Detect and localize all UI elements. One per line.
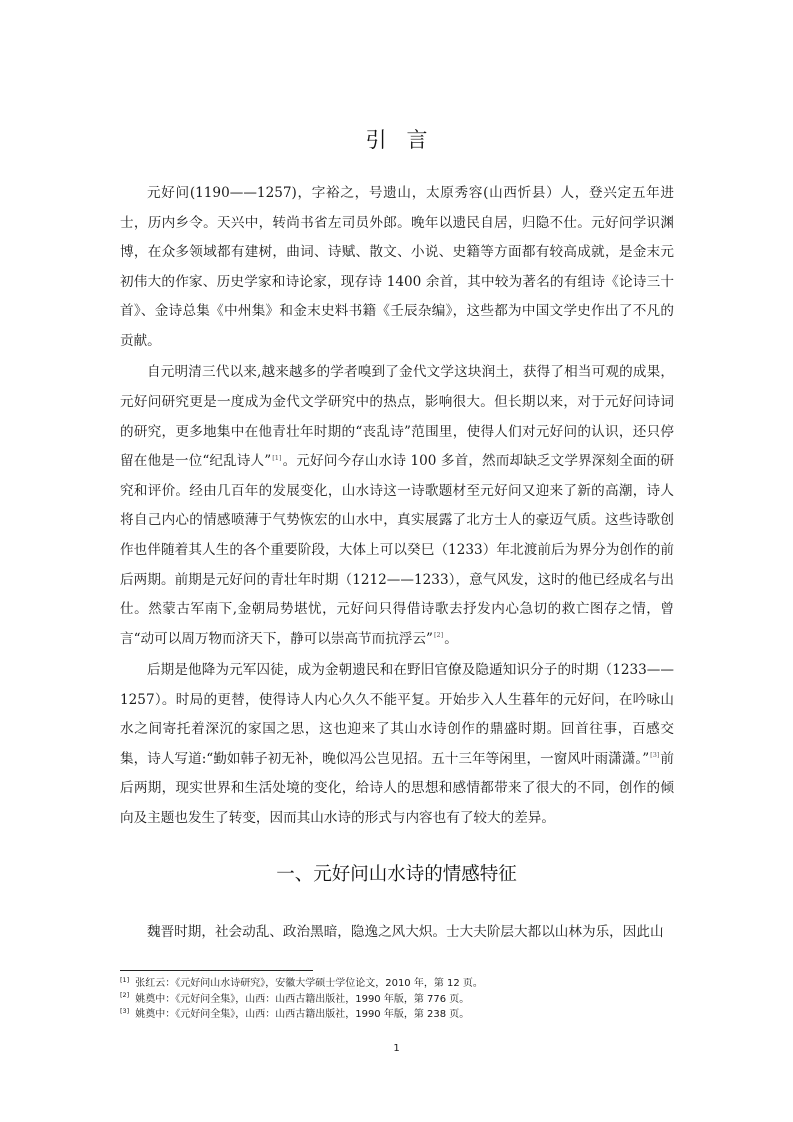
paragraph-text: 前后两期，现实世界和生活处境的变化，给诗人的思想和感情都带来了很大的不同，创作的倾向及主题也发生了转变，因而其山水诗的形式与内容也有了较大的差异。 bbox=[120, 750, 674, 827]
section-heading: 一、元好问山水诗的情感特征 bbox=[276, 864, 517, 885]
footnotes bbox=[120, 976, 680, 1023]
footnote-text: 张红云：《元好问山水诗研究》，安徽大学硕士学位论文，2010 年，第 12 页。 bbox=[135, 978, 483, 989]
paragraph-text: 。元好问今存山水诗 100 多首，然而却缺乏文学界深刻全面的研究和评价。经由几百年的发展变化，山水诗这一诗歌题材至元好问又迎来了新的高潮，诗人将自己内心的情感喷薄于气势恢宏的山水中，真实展露了北方士人的豪迈气质。这些诗歌创作也伴随着其人生的各个重要阶段，大体上可以癸巳（1233）年北渡前后为界分为创作的前后两期。前期是元好问的青壮年时期（1212——1233），意气风发，这时的他已经成名与出仕。然蒙古军南下,金朝局势堪忧，元好问只得借诗歌去抒发内心急切的救亡图存之情，曾言“动可以周万物而济天下，静可以崇高节而抗浮云” bbox=[120, 453, 674, 647]
paragraph-text: 后期是他降为元军囚徒，成为金朝遗民和在野旧官僚及隐遁知识分子的时期（1233——1257）。时局的更替，使得诗人内心久久不能平复。开始步入人生暮年的元好问，在吟咏山水之间寄托着深沉的家国之思，这也迎来了其山水诗创作的鼎盛时期。回首往事，百感交集，诗人写道:“勤如韩子初无补，晚似冯公岂见招。五十三年等闲里，一窗风叶雨潇潇。” bbox=[120, 662, 674, 767]
footnote-3 bbox=[120, 1007, 680, 1023]
footnote-mark: [1] bbox=[120, 975, 130, 984]
paragraph-text: 元好问(1190——1257)，字裕之，号遗山，太原秀容(山西忻县）人，登兴定五年进士，历内乡令。天兴中，转尚书省左司员外郎。晚年以遗民自居，归隐不仕。元好问学识渊博，在众多领域都有建树，曲词、诗赋、散文、小说、史籍等方面都有较高成就，是金末元初伟大的作家、历史学家和诗论家，现存诗 1400 余首，其中较为著名的有组诗《论诗三十首》、金诗总集《中州集》和金末史料书籍《壬辰杂编》，这些都为中国文学史作出了不凡的贡献。 bbox=[120, 185, 674, 349]
paragraph-1 bbox=[120, 179, 674, 357]
footnote-text: 姚奠中：《元好问全集》，山西：山西古籍出版社，1990 年版，第 776 页。 bbox=[135, 993, 470, 1005]
footnote-ref-1[interactable]: [1] bbox=[272, 453, 282, 462]
footnote-text: 姚奠中：《元好问全集》，山西：山西古籍出版社，1990 年版，第 238 页。 bbox=[135, 1009, 470, 1020]
footnote-ref-2[interactable]: [2] bbox=[433, 631, 444, 640]
footnote-1 bbox=[120, 976, 680, 992]
paragraph-3 bbox=[120, 656, 674, 834]
footnote-divider bbox=[120, 970, 313, 971]
footnote-2 bbox=[120, 992, 680, 1008]
page-title: 引言 bbox=[365, 128, 448, 152]
page-number: 1 bbox=[393, 1043, 400, 1054]
footnote-mark: [3] bbox=[120, 1006, 130, 1015]
paragraph-text: 。 bbox=[444, 630, 458, 647]
section-first-line: 魏晋时期，社会动乱、政治黑暗，隐逸之风大炽。士大夫阶层大都以山林为乐，因此山 bbox=[147, 924, 664, 940]
paragraph-text: 自元明清三代以来,越来越多的学者嗅到了金代文学这块润土，获得了相当可观的成果，元好问研究更是一度成为金代文学研究中的热点，影响很大。但长期以来，对于元好问诗词的研究，更多地集中在他青壮年时期的“丧乱诗”范围里，使得人们对元好问的认识，还只停留在他是一位“纪乱诗人” bbox=[120, 364, 674, 470]
footnote-ref-3[interactable]: [3] bbox=[650, 751, 660, 760]
paragraph-2 bbox=[120, 358, 674, 654]
footnote-mark: [2] bbox=[120, 991, 130, 1000]
intro-body bbox=[120, 179, 674, 835]
